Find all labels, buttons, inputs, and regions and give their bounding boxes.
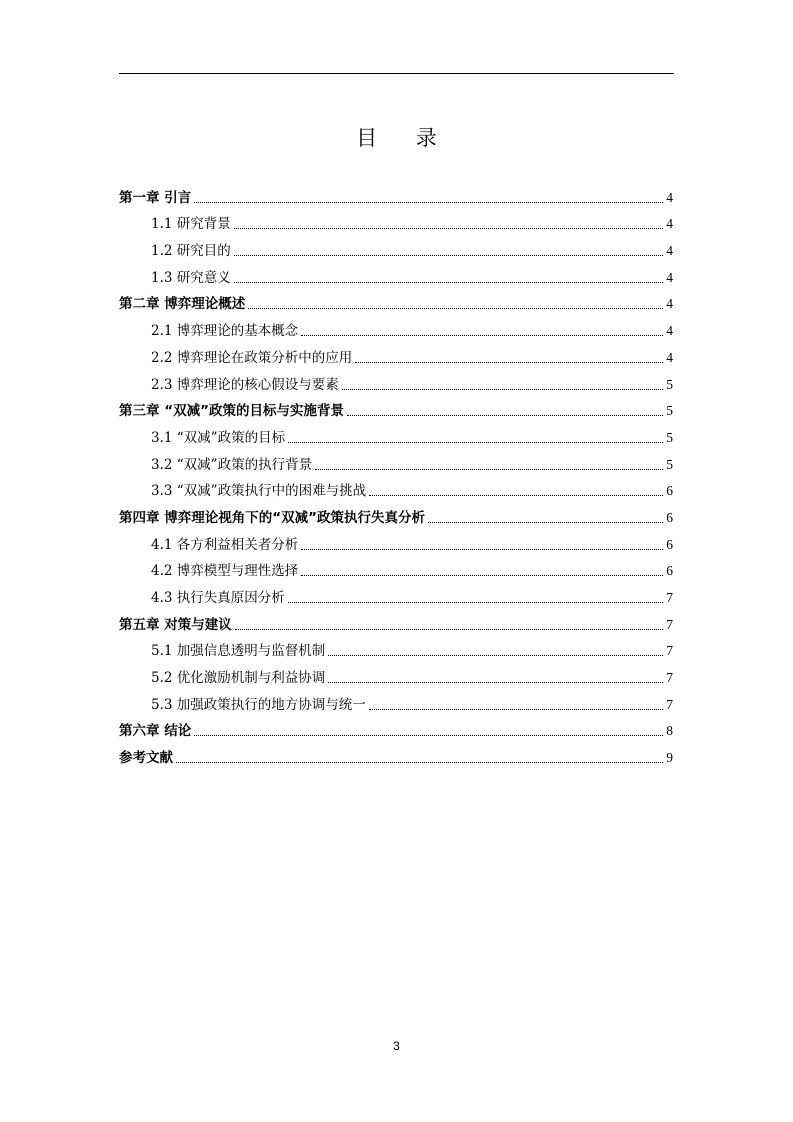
dot-leader bbox=[194, 735, 663, 736]
toc-chapter-entry[interactable] bbox=[119, 181, 673, 208]
dot-leader bbox=[328, 682, 663, 683]
toc-entry-page: 7 bbox=[666, 696, 673, 712]
dot-leader bbox=[342, 389, 663, 390]
dot-leader bbox=[288, 602, 663, 603]
toc-entry-title: 第六章 结论 bbox=[119, 723, 192, 740]
toc-entry-page: 6 bbox=[666, 563, 673, 579]
dot-leader bbox=[194, 202, 663, 203]
dot-leader bbox=[234, 228, 663, 229]
toc-entry-title: 3.2 “双减”政策的执行背景 bbox=[151, 456, 313, 473]
toc-section-entry[interactable] bbox=[119, 314, 673, 341]
table-of-contents bbox=[119, 181, 673, 768]
toc-entry-title: 5.2 优化激励机制与利益协调 bbox=[151, 670, 326, 687]
toc-entry-page: 4 bbox=[666, 349, 673, 365]
dot-leader bbox=[234, 255, 663, 256]
toc-entry-page: 7 bbox=[666, 643, 673, 659]
toc-entry-page: 4 bbox=[666, 296, 673, 312]
toc-section-entry[interactable] bbox=[119, 555, 673, 582]
toc-section-entry[interactable] bbox=[119, 341, 673, 368]
toc-entry-title: 第二章 博弈理论概述 bbox=[119, 296, 246, 313]
toc-section-entry[interactable] bbox=[119, 208, 673, 235]
header-rule bbox=[119, 73, 674, 74]
dot-leader bbox=[355, 362, 663, 363]
toc-section-entry[interactable] bbox=[119, 368, 673, 395]
toc-section-entry[interactable] bbox=[119, 581, 673, 608]
dot-leader bbox=[288, 442, 663, 443]
dot-leader bbox=[301, 575, 663, 576]
toc-section-entry[interactable] bbox=[119, 234, 673, 261]
toc-section-entry[interactable] bbox=[119, 688, 673, 715]
toc-entry-page: 4 bbox=[666, 243, 673, 259]
toc-entry-title: 第一章 引言 bbox=[119, 189, 192, 206]
toc-entry-title: 4.2 博弈模型与理性选择 bbox=[151, 563, 299, 580]
toc-entry-title: 3.3 “双减”政策执行中的困难与挑战 bbox=[151, 483, 367, 500]
toc-entry-page: 7 bbox=[666, 590, 673, 605]
toc-entry-title: 1.1 研究背景 bbox=[151, 216, 231, 233]
toc-section-entry[interactable] bbox=[119, 421, 673, 448]
toc-entry-page: 7 bbox=[666, 670, 673, 686]
toc-section-entry[interactable] bbox=[119, 261, 673, 288]
dot-leader bbox=[369, 495, 663, 496]
toc-entry-title: 2.3 博弈理论的核心假设与要素 bbox=[151, 376, 339, 393]
toc-entry-title: 2.1 博弈理论的基本概念 bbox=[151, 323, 299, 340]
toc-title: 目 录 bbox=[356, 126, 453, 150]
toc-entry-title: 第五章 对策与建议 bbox=[119, 616, 232, 633]
toc-entry-title: 4.3 执行失真原因分析 bbox=[151, 590, 285, 606]
toc-entry-page: 7 bbox=[666, 616, 673, 632]
dot-leader bbox=[248, 308, 663, 309]
toc-section-entry[interactable] bbox=[119, 528, 673, 555]
toc-entry-title: 1.3 研究意义 bbox=[151, 269, 231, 286]
toc-entry-page: 6 bbox=[666, 483, 673, 499]
dot-leader bbox=[301, 549, 663, 550]
dot-leader bbox=[347, 415, 663, 416]
toc-entry-page: 6 bbox=[666, 536, 673, 552]
toc-chapter-entry[interactable] bbox=[119, 715, 673, 742]
toc-chapter-entry[interactable] bbox=[119, 608, 673, 635]
dot-leader bbox=[428, 522, 663, 523]
toc-entry-title: 2.2 博弈理论在政策分析中的应用 bbox=[151, 349, 353, 366]
toc-entry-page: 8 bbox=[666, 723, 673, 739]
toc-section-entry[interactable] bbox=[119, 661, 673, 688]
toc-entry-title: 3.1 “双减”政策的目标 bbox=[151, 429, 286, 446]
toc-entry-page: 5 bbox=[666, 429, 673, 445]
dot-leader bbox=[369, 709, 663, 710]
toc-entry-title: 5.1 加强信息透明与监督机制 bbox=[151, 643, 326, 660]
toc-chapter-entry[interactable] bbox=[119, 395, 673, 422]
dot-leader bbox=[235, 629, 664, 630]
toc-chapter-entry[interactable] bbox=[119, 288, 673, 315]
toc-entry-page: 5 bbox=[666, 456, 673, 472]
dot-leader bbox=[315, 469, 663, 470]
toc-entry-title: 第四章 博弈理论视角下的“双减”政策执行失真分析 bbox=[119, 509, 425, 526]
toc-entry-title: 4.1 各方利益相关者分析 bbox=[151, 536, 299, 553]
dot-leader bbox=[328, 655, 663, 656]
toc-chapter-entry[interactable] bbox=[119, 501, 673, 528]
toc-entry-title: 第三章 “双减”政策的目标与实施背景 bbox=[119, 403, 344, 420]
toc-entry-page: 4 bbox=[666, 216, 673, 232]
toc-entry-page: 9 bbox=[666, 750, 673, 766]
toc-entry-page: 4 bbox=[666, 189, 673, 205]
toc-entry-page: 4 bbox=[666, 323, 673, 339]
toc-entry-title: 1.2 研究目的 bbox=[151, 243, 231, 260]
toc-entry-page: 6 bbox=[666, 509, 673, 525]
toc-section-entry[interactable] bbox=[119, 635, 673, 662]
toc-entry-page: 4 bbox=[666, 269, 673, 285]
dot-leader bbox=[234, 282, 663, 283]
toc-entry-page: 5 bbox=[666, 376, 673, 392]
toc-entry-title: 5.3 加强政策执行的地方协调与统一 bbox=[151, 696, 366, 713]
toc-section-entry[interactable] bbox=[119, 475, 673, 502]
page-number: 3 bbox=[393, 1039, 400, 1053]
toc-entry-title: 参考文献 bbox=[119, 750, 173, 767]
dot-leader bbox=[301, 335, 663, 336]
toc-chapter-entry[interactable] bbox=[119, 741, 673, 768]
dot-leader bbox=[176, 762, 663, 763]
toc-entry-page: 5 bbox=[666, 403, 673, 419]
toc-section-entry[interactable] bbox=[119, 448, 673, 475]
